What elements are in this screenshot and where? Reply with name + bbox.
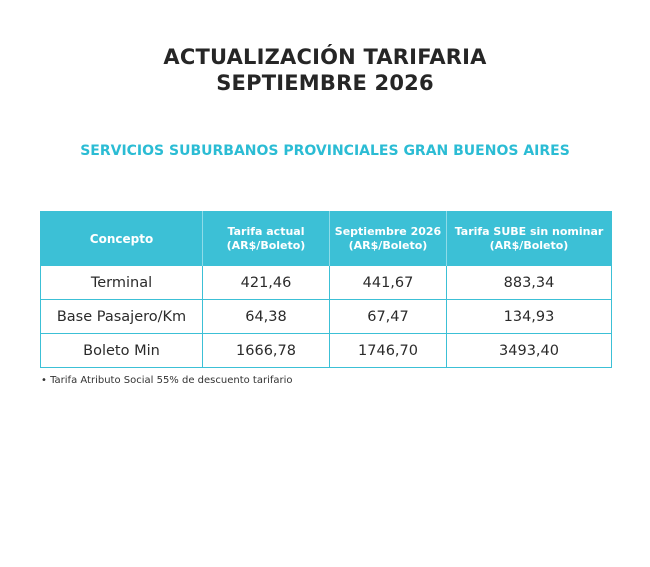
cell-sube-fare: 134,93 (447, 300, 612, 334)
table-row (41, 266, 612, 300)
column-header-september (330, 212, 447, 267)
cell-september-fare: 67,47 (330, 300, 447, 334)
cell-sube-fare: 3493,40 (447, 334, 612, 368)
column-header-sube-unit: (AR$/Boleto) (489, 239, 569, 252)
cell-september-fare: 441,67 (330, 266, 447, 300)
column-header-current-fare (203, 212, 330, 267)
cell-concept: Terminal (41, 266, 203, 300)
cell-current-fare: 1666,78 (203, 334, 330, 368)
page-subtitle: SERVICIOS SUBURBANOS PROVINCIALES GRAN BUENOS AIRES (80, 143, 570, 159)
table-row (41, 300, 612, 334)
cell-concept: Base Pasajero/Km (41, 300, 203, 334)
column-header-current-fare-label: Tarifa actual (227, 225, 305, 238)
column-header-september-label: Septiembre 2026 (334, 225, 442, 238)
column-header-current-fare-unit: (AR$/Boleto) (226, 239, 306, 252)
column-header-september-unit: (AR$/Boleto) (348, 239, 428, 252)
cell-current-fare: 64,38 (203, 300, 330, 334)
table-row (41, 334, 612, 368)
footnote: • Tarifa Atributo Social 55% de descuento tarifario (41, 375, 293, 386)
cell-september-fare: 1746,70 (330, 334, 447, 368)
column-header-sube-label: Tarifa SUBE sin nominar (454, 225, 604, 238)
column-header-concept-label: Concepto (89, 232, 154, 246)
title-line-1: ACTUALIZACIÓN TARIFARIA (163, 45, 487, 69)
table-header-row (41, 212, 612, 267)
page-title (0, 44, 650, 96)
title-line-2: SEPTIEMBRE 2026 (216, 71, 434, 95)
column-header-sube (447, 212, 612, 267)
column-header-concept (41, 212, 203, 267)
fare-table (40, 211, 612, 368)
cell-current-fare: 421,46 (203, 266, 330, 300)
cell-sube-fare: 883,34 (447, 266, 612, 300)
cell-concept: Boleto Min (41, 334, 203, 368)
